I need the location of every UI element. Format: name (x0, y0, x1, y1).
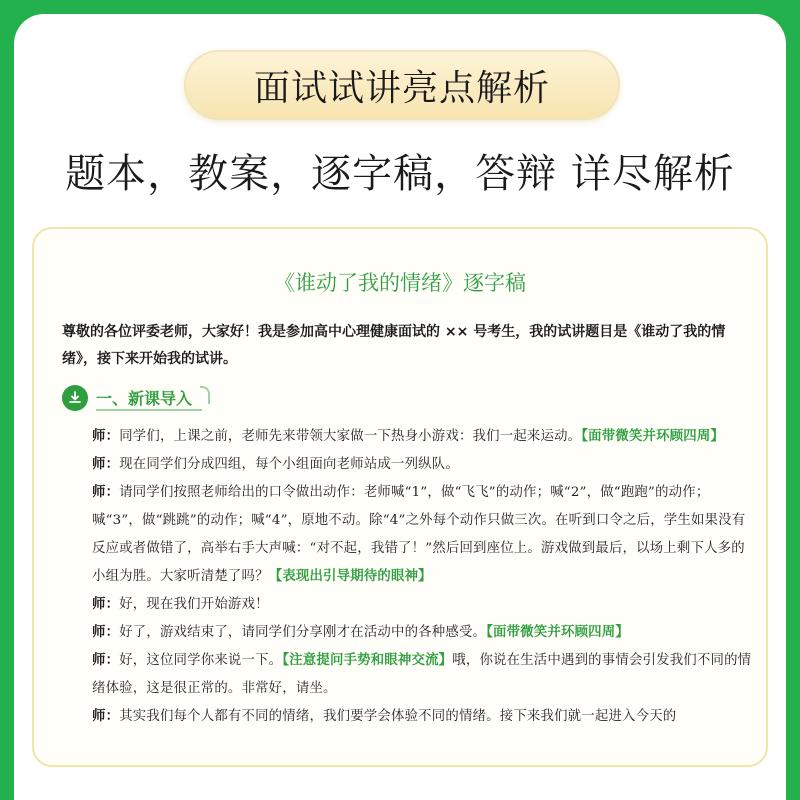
document-intro: 尊敬的各位评委老师，大家好！我是参加高中心理健康面试的 ×× 号考生，我的试讲题目是《谁动了我的情绪》，接下来开始我的试讲。 (62, 324, 726, 367)
paragraph-text: 好，这位同学你来说一下。 (119, 653, 283, 668)
transcript-body (92, 423, 752, 731)
speaker-label: 师： (92, 709, 120, 724)
paragraph-text-after: 哦，你说在生活中遇到的事情会引发我们不同的情绪体验，这是很正常的。非常好，请坐。 (92, 653, 752, 696)
paragraph-text: 好，现在我们开始游戏！ (119, 597, 269, 612)
transcript-paragraph (92, 423, 752, 451)
transcript-paragraph (92, 619, 752, 647)
paragraph-text: 同学们，上课之前，老师先来带领大家做一下热身小游戏：我们一起来运动。 (119, 429, 582, 444)
document-title: 《谁动了我的情绪》逐字稿 (274, 271, 526, 295)
section-heading (62, 383, 210, 413)
section-underline-tail (200, 386, 210, 404)
transcript-paragraph (92, 647, 752, 703)
speaker-label: 师： (92, 457, 120, 472)
page-subtitle: 题本，教案，逐字稿，答辩 详尽解析 (65, 151, 735, 197)
section-label: 一、新课导入 (96, 386, 202, 411)
transcript-paragraph (92, 703, 752, 731)
stage-note: 【注意提问手势和眼神交流】 (282, 653, 453, 668)
stage-note: 【面带微笑并环顾四周】 (581, 429, 725, 444)
page-title: 面试试讲亮点解析 (253, 67, 550, 109)
transcript-paragraph (92, 451, 752, 479)
stage-note: 【表现出引导期待的眼神】 (268, 569, 432, 584)
transcript-paragraph (92, 479, 752, 591)
title-banner (186, 52, 618, 118)
transcript-paragraph (92, 591, 752, 619)
speaker-label: 师： (92, 429, 120, 444)
paragraph-text: 现在同学们分成四组，每个小组面向老师站成一列纵队。 (119, 457, 459, 472)
speaker-label: 师： (92, 485, 120, 500)
paragraph-text: 其实我们每个人都有不同的情绪，我们要学会体验不同的情绪。接下来我们就一起进入今天的 (119, 709, 677, 724)
speaker-label: 师： (92, 597, 120, 612)
speaker-label: 师： (92, 625, 120, 640)
paragraph-text: 请同学们按照老师给出的口令做出动作：老师喊“1”，做“飞飞”的动作；喊“2”，做“跑跑”的动作；喊“3”，做“跳跳”的动作；喊“4”，原地不动。除“4”之外每个动作只做三次。在听到口令之后，学生如果没有反应或者做错了，高举右手大声喊：“对不起，我错了！”然后回到座位上。游戏做到最后，以场上剩下人多的小组为胜。大家听清楚了吗？ (92, 485, 746, 584)
speaker-label: 师： (92, 653, 120, 668)
paragraph-text: 好了，游戏结束了，请同学们分享刚才在活动中的各种感受。 (119, 625, 487, 640)
stage-note: 【面带微笑并环顾四周】 (486, 625, 629, 640)
document-card (32, 227, 768, 767)
download-icon (62, 385, 88, 411)
